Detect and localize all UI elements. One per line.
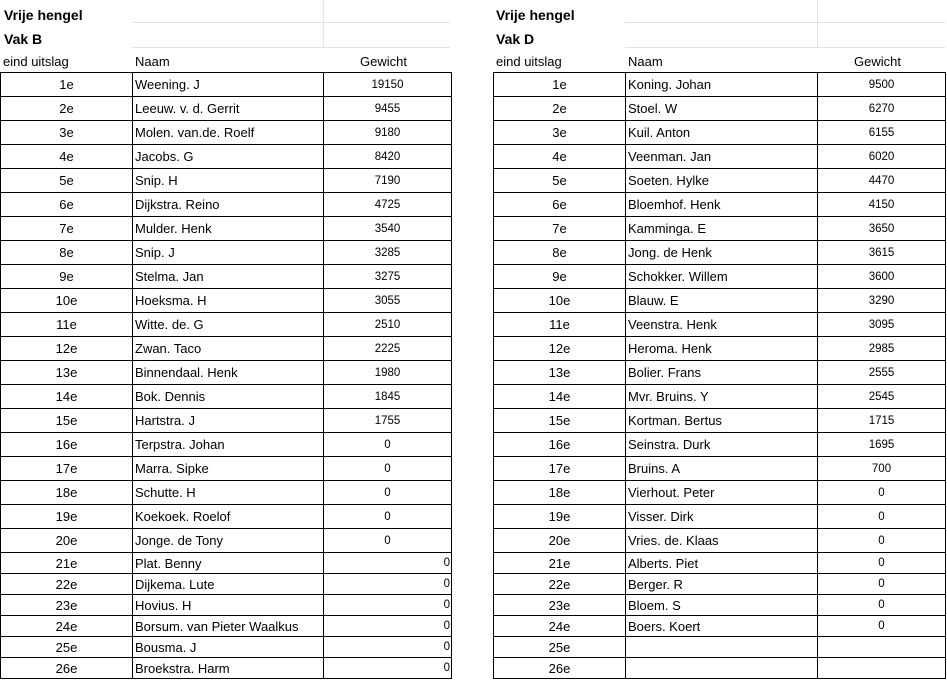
name-cell: Veenman. Jan: [626, 145, 818, 169]
rank-cell: 26e: [494, 658, 626, 679]
rank-cell: 17e: [494, 457, 626, 481]
name-cell: Jonge. de Tony: [133, 529, 324, 553]
results-table-d: [493, 72, 946, 679]
sheet-gridline: [817, 0, 818, 48]
table-row: [1, 337, 452, 361]
weight-cell: 1845: [324, 385, 452, 409]
rank-cell: 4e: [1, 145, 133, 169]
name-cell: Bolier. Frans: [626, 361, 818, 385]
rank-cell: 9e: [494, 265, 626, 289]
weight-cell: 19150: [324, 73, 452, 97]
name-cell: Kuil. Anton: [626, 121, 818, 145]
rank-cell: 11e: [494, 313, 626, 337]
rank-cell: 3e: [1, 121, 133, 145]
rank-cell: 1e: [494, 73, 626, 97]
weight-cell: 0: [818, 481, 946, 505]
weight-cell: 0: [324, 637, 452, 658]
rank-cell: 14e: [1, 385, 133, 409]
table-row: [494, 385, 946, 409]
weight-cell: 0: [324, 457, 452, 481]
name-cell: Hoeksma. H: [133, 289, 324, 313]
table-row: [1, 433, 452, 457]
rank-cell: 5e: [494, 169, 626, 193]
name-cell: Mulder. Henk: [133, 217, 324, 241]
table-row: [1, 553, 452, 574]
name-cell: Witte. de. G: [133, 313, 324, 337]
name-cell: Seinstra. Durk: [626, 433, 818, 457]
name-cell: Broekstra. Harm: [133, 658, 324, 679]
weight-cell: 1980: [324, 361, 452, 385]
vak-label-b: Vak B: [4, 31, 43, 47]
table-row: [494, 637, 946, 658]
table-row: [494, 145, 946, 169]
name-cell: Veenstra. Henk: [626, 313, 818, 337]
weight-cell: 0: [324, 553, 452, 574]
weight-cell: 6270: [818, 97, 946, 121]
weight-cell: 0: [324, 505, 452, 529]
name-cell: Soeten. Hylke: [626, 169, 818, 193]
weight-cell: 2545: [818, 385, 946, 409]
name-cell: Stelma. Jan: [133, 265, 324, 289]
rank-cell: 15e: [494, 409, 626, 433]
rank-cell: 2e: [494, 97, 626, 121]
rank-cell: 21e: [1, 553, 133, 574]
rank-cell: 20e: [494, 529, 626, 553]
name-cell: Koekoek. Roelof: [133, 505, 324, 529]
weight-cell: 9180: [324, 121, 452, 145]
weight-cell: 700: [818, 457, 946, 481]
table-row: [494, 361, 946, 385]
name-cell: Molen. van.de. Roelf: [133, 121, 324, 145]
rank-cell: 4e: [494, 145, 626, 169]
name-cell: Jong. de Henk: [626, 241, 818, 265]
table-row: [494, 193, 946, 217]
table-row: [1, 658, 452, 679]
name-cell: Terpstra. Johan: [133, 433, 324, 457]
rank-cell: 23e: [494, 595, 626, 616]
table-row: [494, 505, 946, 529]
table-row: [1, 241, 452, 265]
name-cell: Bruins. A: [626, 457, 818, 481]
table-row: [494, 574, 946, 595]
table-row: [494, 553, 946, 574]
weight-cell: 3290: [818, 289, 946, 313]
table-row: [1, 457, 452, 481]
rank-cell: 12e: [494, 337, 626, 361]
rank-cell: 25e: [1, 637, 133, 658]
name-cell: Borsum. van Pieter Waalkus: [133, 616, 324, 637]
weight-cell: [818, 658, 946, 679]
results-table-b: [0, 72, 452, 679]
weight-cell: 3055: [324, 289, 452, 313]
col-header-rank-d: eind uitslag: [496, 54, 562, 69]
table-row: [494, 313, 946, 337]
table-row: [1, 121, 452, 145]
rank-cell: 6e: [1, 193, 133, 217]
table-row: [494, 616, 946, 637]
table-row: [494, 121, 946, 145]
table-row: [494, 73, 946, 97]
table-row: [494, 241, 946, 265]
rank-cell: 3e: [494, 121, 626, 145]
rank-cell: 22e: [494, 574, 626, 595]
table-row: [1, 217, 452, 241]
rank-cell: 5e: [1, 169, 133, 193]
rank-cell: 18e: [1, 481, 133, 505]
rank-cell: 10e: [1, 289, 133, 313]
name-cell: Plat. Benny: [133, 553, 324, 574]
table-row: [1, 481, 452, 505]
table-row: [494, 595, 946, 616]
weight-cell: 4150: [818, 193, 946, 217]
weight-cell: 0: [818, 553, 946, 574]
name-cell: Berger. R: [626, 574, 818, 595]
table-row: [494, 217, 946, 241]
weight-cell: 1755: [324, 409, 452, 433]
name-cell: Bloem. S: [626, 595, 818, 616]
weight-cell: 4725: [324, 193, 452, 217]
weight-cell: 0: [818, 529, 946, 553]
weight-cell: 2555: [818, 361, 946, 385]
name-cell: Alberts. Piet: [626, 553, 818, 574]
weight-cell: 0: [818, 616, 946, 637]
table-row: [1, 169, 452, 193]
name-cell: Hartstra. J: [133, 409, 324, 433]
vak-label-d: Vak D: [496, 31, 535, 47]
table-row: [494, 481, 946, 505]
name-cell: Hovius. H: [133, 595, 324, 616]
weight-cell: 8420: [324, 145, 452, 169]
col-header-weight-d: Gewicht: [854, 54, 901, 69]
col-header-weight-b: Gewicht: [360, 54, 407, 69]
name-cell: Visser. Dirk: [626, 505, 818, 529]
table-row: [494, 169, 946, 193]
sheet-gridline: [323, 0, 324, 48]
name-cell: Stoel. W: [626, 97, 818, 121]
table-row: [1, 313, 452, 337]
col-header-name-b: Naam: [135, 54, 170, 69]
rank-cell: 14e: [494, 385, 626, 409]
title-d: Vrije hengel: [496, 7, 575, 23]
rank-cell: 6e: [494, 193, 626, 217]
rank-cell: 19e: [494, 505, 626, 529]
name-cell: Kortman. Bertus: [626, 409, 818, 433]
name-cell: Bloemhof. Henk: [626, 193, 818, 217]
table-row: [1, 529, 452, 553]
name-cell: Snip. J: [133, 241, 324, 265]
name-cell: [626, 637, 818, 658]
weight-cell: 3615: [818, 241, 946, 265]
col-header-rank-b: eind uitslag: [3, 54, 69, 69]
rank-cell: 8e: [1, 241, 133, 265]
weight-cell: 3095: [818, 313, 946, 337]
table-row: [1, 637, 452, 658]
table-row: [494, 289, 946, 313]
rank-cell: 17e: [1, 457, 133, 481]
rank-cell: 23e: [1, 595, 133, 616]
rank-cell: 2e: [1, 97, 133, 121]
table-row: [1, 145, 452, 169]
name-cell: Weening. J: [133, 73, 324, 97]
name-cell: Blauw. E: [626, 289, 818, 313]
weight-cell: 9455: [324, 97, 452, 121]
weight-cell: 1715: [818, 409, 946, 433]
name-cell: Binnendaal. Henk: [133, 361, 324, 385]
name-cell: Heroma. Henk: [626, 337, 818, 361]
name-cell: Zwan. Taco: [133, 337, 324, 361]
table-row: [494, 409, 946, 433]
rank-cell: 8e: [494, 241, 626, 265]
weight-cell: 9500: [818, 73, 946, 97]
table-row: [494, 97, 946, 121]
weight-cell: 2985: [818, 337, 946, 361]
weight-cell: 4470: [818, 169, 946, 193]
weight-cell: 0: [818, 574, 946, 595]
rank-cell: 11e: [1, 313, 133, 337]
rank-cell: 21e: [494, 553, 626, 574]
name-cell: Marra. Sipke: [133, 457, 324, 481]
rank-cell: 16e: [494, 433, 626, 457]
table-row: [494, 337, 946, 361]
rank-cell: 18e: [494, 481, 626, 505]
weight-cell: 3275: [324, 265, 452, 289]
name-cell: Vierhout. Peter: [626, 481, 818, 505]
weight-cell: 7190: [324, 169, 452, 193]
sheet-gridline: [132, 0, 450, 23]
name-cell: Schokker. Willem: [626, 265, 818, 289]
weight-cell: 0: [818, 595, 946, 616]
rank-cell: 24e: [1, 616, 133, 637]
name-cell: Jacobs. G: [133, 145, 324, 169]
table-row: [1, 574, 452, 595]
table-row: [1, 361, 452, 385]
rank-cell: 24e: [494, 616, 626, 637]
rank-cell: 7e: [494, 217, 626, 241]
table-row: [494, 265, 946, 289]
title-b: Vrije hengel: [4, 7, 83, 23]
table-row: [1, 73, 452, 97]
weight-cell: 0: [324, 658, 452, 679]
rank-cell: 16e: [1, 433, 133, 457]
table-row: [494, 529, 946, 553]
weight-cell: 6020: [818, 145, 946, 169]
name-cell: Leeuw. v. d. Gerrit: [133, 97, 324, 121]
rank-cell: 20e: [1, 529, 133, 553]
table-row: [1, 265, 452, 289]
table-row: [1, 289, 452, 313]
rank-cell: 22e: [1, 574, 133, 595]
rank-cell: 13e: [1, 361, 133, 385]
panel-vak-d: [493, 0, 947, 680]
rank-cell: 25e: [494, 637, 626, 658]
weight-cell: 2225: [324, 337, 452, 361]
name-cell: Bousma. J: [133, 637, 324, 658]
name-cell: [626, 658, 818, 679]
name-cell: Mvr. Bruins. Y: [626, 385, 818, 409]
rank-cell: 1e: [1, 73, 133, 97]
rank-cell: 12e: [1, 337, 133, 361]
rank-cell: 15e: [1, 409, 133, 433]
weight-cell: 2510: [324, 313, 452, 337]
table-row: [494, 457, 946, 481]
weight-cell: 0: [324, 433, 452, 457]
name-cell: Vries. de. Klaas: [626, 529, 818, 553]
rank-cell: 7e: [1, 217, 133, 241]
weight-cell: 3540: [324, 217, 452, 241]
name-cell: Snip. H: [133, 169, 324, 193]
rank-cell: 19e: [1, 505, 133, 529]
rank-cell: 9e: [1, 265, 133, 289]
name-cell: Schutte. H: [133, 481, 324, 505]
weight-cell: 3600: [818, 265, 946, 289]
weight-cell: [818, 637, 946, 658]
col-header-name-d: Naam: [628, 54, 663, 69]
weight-cell: 0: [818, 505, 946, 529]
name-cell: Bok. Dennis: [133, 385, 324, 409]
sheet-gridline: [625, 23, 945, 48]
rank-cell: 26e: [1, 658, 133, 679]
panel-vak-b: [0, 0, 452, 680]
table-row: [1, 616, 452, 637]
weight-cell: 6155: [818, 121, 946, 145]
weight-cell: 0: [324, 529, 452, 553]
table-row: [1, 409, 452, 433]
table-row: [1, 505, 452, 529]
name-cell: Dijkstra. Reino: [133, 193, 324, 217]
weight-cell: 3650: [818, 217, 946, 241]
weight-cell: 3285: [324, 241, 452, 265]
name-cell: Koning. Johan: [626, 73, 818, 97]
table-row: [494, 658, 946, 679]
name-cell: Kamminga. E: [626, 217, 818, 241]
table-row: [1, 385, 452, 409]
rank-cell: 13e: [494, 361, 626, 385]
weight-cell: 0: [324, 574, 452, 595]
weight-cell: 0: [324, 481, 452, 505]
name-cell: Dijkema. Lute: [133, 574, 324, 595]
table-row: [1, 97, 452, 121]
weight-cell: 0: [324, 595, 452, 616]
table-row: [494, 433, 946, 457]
table-row: [1, 595, 452, 616]
weight-cell: 0: [324, 616, 452, 637]
sheet-gridline: [625, 0, 945, 23]
rank-cell: 10e: [494, 289, 626, 313]
weight-cell: 1695: [818, 433, 946, 457]
sheet-gridline: [132, 23, 450, 48]
name-cell: Boers. Koert: [626, 616, 818, 637]
table-row: [1, 193, 452, 217]
